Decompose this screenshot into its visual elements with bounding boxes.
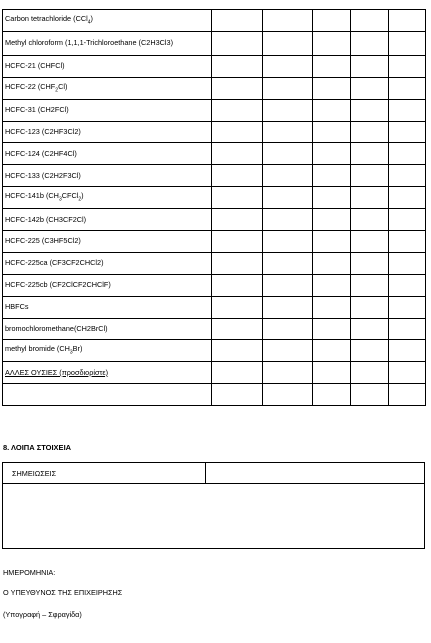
value-cell[interactable] [351, 99, 389, 121]
value-cell[interactable] [212, 165, 263, 187]
value-cell[interactable] [313, 143, 351, 165]
value-cell[interactable] [212, 55, 263, 77]
substance-name: bromochloromethane(CH2BrCl) [5, 324, 108, 334]
value-cell[interactable] [212, 187, 263, 209]
value-cell[interactable] [313, 55, 351, 77]
value-cell[interactable] [351, 209, 389, 231]
value-cell[interactable] [351, 274, 389, 296]
value-cell[interactable] [389, 274, 426, 296]
substances-table [2, 9, 426, 406]
value-cell[interactable] [212, 143, 263, 165]
value-cell[interactable] [313, 231, 351, 253]
value-cell[interactable] [263, 274, 313, 296]
value-cell[interactable] [313, 252, 351, 274]
table-row [3, 165, 426, 187]
substance-name-cell [3, 231, 212, 253]
table-row [3, 187, 426, 209]
table-row [3, 296, 426, 318]
value-cell[interactable] [212, 31, 263, 55]
value-cell[interactable] [263, 340, 313, 362]
value-cell[interactable] [351, 252, 389, 274]
value-cell[interactable] [263, 296, 313, 318]
substance-name-cell [3, 187, 212, 209]
table-row [3, 252, 426, 274]
value-cell[interactable] [313, 77, 351, 99]
value-cell[interactable] [351, 121, 389, 143]
value-cell[interactable] [389, 296, 426, 318]
value-cell[interactable] [313, 362, 351, 384]
value-cell[interactable] [389, 252, 426, 274]
table-row [3, 318, 426, 340]
value-cell[interactable] [263, 209, 313, 231]
value-cell[interactable] [212, 384, 263, 406]
value-cell[interactable] [212, 209, 263, 231]
value-cell[interactable] [389, 165, 426, 187]
substance-name-cell [3, 252, 212, 274]
value-cell[interactable] [389, 99, 426, 121]
value-cell[interactable] [212, 252, 263, 274]
substance-name-cell [3, 340, 212, 362]
table-row [3, 209, 426, 231]
value-cell[interactable] [351, 31, 389, 55]
value-cell[interactable] [389, 209, 426, 231]
value-cell[interactable] [351, 384, 389, 406]
table-row [3, 362, 426, 384]
substance-name: methyl bromide $(CH_3Br)$ [5, 344, 83, 356]
value-cell[interactable] [389, 55, 426, 77]
substance-name: Carbon tetrachloride (CCl$_4$) [5, 13, 93, 26]
substance-name: HCFC-21 (CHFCl) [5, 61, 65, 71]
value-cell[interactable] [351, 10, 389, 32]
section-8-title: 8. ΛΟΙΠΑ ΣΤΟΙΧΕΙΑ [3, 443, 72, 452]
table-row [3, 231, 426, 253]
value-cell[interactable] [389, 231, 426, 253]
value-cell[interactable] [389, 340, 426, 362]
value-cell[interactable] [313, 274, 351, 296]
substance-name-cell [3, 165, 212, 187]
value-cell[interactable] [389, 187, 426, 209]
value-cell[interactable] [351, 231, 389, 253]
value-cell[interactable] [212, 362, 263, 384]
value-cell[interactable] [351, 55, 389, 77]
value-cell[interactable] [212, 340, 263, 362]
value-cell[interactable] [263, 77, 313, 99]
substance-name: HCFC-142b (CH3CF2Cl) [5, 214, 87, 224]
value-cell[interactable] [389, 77, 426, 99]
value-cell[interactable] [351, 77, 389, 99]
value-cell[interactable] [351, 362, 389, 384]
notes-divider [205, 463, 206, 483]
substance-name: HCFC-124 (C2HF4Cl) [5, 148, 77, 158]
value-cell[interactable] [263, 99, 313, 121]
date-label: ΗΜΕΡΟΜΗΝΙΑ: [3, 568, 56, 577]
value-cell[interactable] [212, 10, 263, 32]
table-row [3, 274, 426, 296]
substance-name-cell [3, 209, 212, 231]
substance-name: HCFC-225ca (CF3CF2CHCl2) [5, 258, 104, 268]
value-cell[interactable] [313, 99, 351, 121]
substance-name-cell [3, 143, 212, 165]
substance-name-cell [3, 10, 212, 32]
substance-name: HCFC-225 (C3HF5Cl2) [5, 236, 81, 246]
substance-name-cell [3, 274, 212, 296]
value-cell[interactable] [212, 99, 263, 121]
table-row [3, 55, 426, 77]
value-cell[interactable] [263, 231, 313, 253]
value-cell[interactable] [313, 121, 351, 143]
table-row [3, 31, 426, 55]
value-cell[interactable] [263, 187, 313, 209]
substance-name: HCFC-141b $(CH_3CFCl_2)$ [5, 190, 84, 203]
value-cell[interactable] [313, 340, 351, 362]
substance-name-cell [3, 55, 212, 77]
substance-name: HCFC-31 (CH2FCl) [5, 105, 69, 115]
value-cell[interactable] [212, 274, 263, 296]
value-cell[interactable] [389, 143, 426, 165]
substance-name-cell [3, 121, 212, 143]
table-row [3, 10, 426, 32]
value-cell[interactable] [313, 296, 351, 318]
value-cell[interactable] [313, 31, 351, 55]
substance-name-cell [3, 77, 212, 99]
table-row [3, 99, 426, 121]
value-cell[interactable] [263, 362, 313, 384]
value-cell[interactable] [351, 165, 389, 187]
value-cell[interactable] [212, 231, 263, 253]
value-cell[interactable] [212, 296, 263, 318]
value-cell[interactable] [351, 296, 389, 318]
notes-box [2, 462, 425, 549]
table-row [3, 121, 426, 143]
value-cell[interactable] [212, 121, 263, 143]
value-cell[interactable] [389, 121, 426, 143]
value-cell[interactable] [389, 362, 426, 384]
value-cell[interactable] [351, 187, 389, 209]
substance-name-cell [3, 384, 212, 406]
signature-label: (Υπογραφή – Σφραγίδα) [3, 610, 82, 619]
table-row [3, 384, 426, 406]
value-cell[interactable] [313, 384, 351, 406]
value-cell[interactable] [313, 187, 351, 209]
value-cell[interactable] [389, 318, 426, 340]
value-cell[interactable] [313, 318, 351, 340]
substance-name-cell [3, 296, 212, 318]
value-cell[interactable] [212, 77, 263, 99]
value-cell[interactable] [389, 384, 426, 406]
substance-name: HCFC-22 $(CHF_2Cl)$ [5, 81, 68, 93]
substance-name: Methyl chloroform (1,1,1-Trichloroethane (C2H3Cl3) [5, 38, 174, 48]
value-cell[interactable] [351, 340, 389, 362]
value-cell[interactable] [263, 143, 313, 165]
value-cell[interactable] [389, 10, 426, 32]
table-row [3, 340, 426, 362]
substance-name: HCFC-133 (C2H2F3Cl) [5, 170, 81, 180]
value-cell[interactable] [263, 31, 313, 55]
value-cell[interactable] [313, 209, 351, 231]
substance-name-cell [3, 31, 212, 55]
value-cell[interactable] [313, 10, 351, 32]
substance-name-cell [3, 318, 212, 340]
value-cell[interactable] [263, 165, 313, 187]
notes-label: ΣΗΜΕΙΩΣΕΙΣ [12, 469, 57, 478]
value-cell[interactable] [263, 121, 313, 143]
value-cell[interactable] [263, 55, 313, 77]
responsible-label: Ο ΥΠΕΥΘΥΝΟΣ ΤΗΣ ΕΠΙΧΕΙΡΗΣΗΣ [3, 588, 123, 597]
value-cell[interactable] [389, 31, 426, 55]
substance-name-cell [3, 362, 212, 384]
value-cell[interactable] [313, 165, 351, 187]
value-cell[interactable] [351, 318, 389, 340]
substance-name: ΑΛΛΕΣ ΟΥΣΙΕΣ (προσδιορίστε) [5, 367, 109, 377]
value-cell[interactable] [351, 143, 389, 165]
substance-name: HBFCs [5, 302, 29, 312]
notes-header-row [3, 463, 424, 484]
value-cell[interactable] [263, 384, 313, 406]
value-cell[interactable] [263, 10, 313, 32]
value-cell[interactable] [212, 318, 263, 340]
value-cell[interactable] [263, 252, 313, 274]
substance-name: HCFC-225cb (CF2ClCF2CHClF) [5, 280, 111, 290]
table-row [3, 77, 426, 99]
table-row [3, 143, 426, 165]
substance-name-cell [3, 99, 212, 121]
value-cell[interactable] [263, 318, 313, 340]
substance-name: HCFC-123 (C2HF3Cl2) [5, 127, 81, 136]
